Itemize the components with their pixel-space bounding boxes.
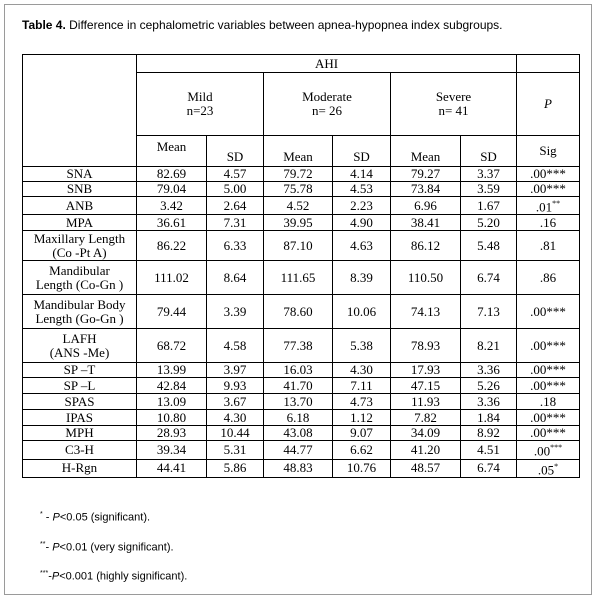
sd-value-cell: 6.74 — [461, 261, 517, 295]
variable-name-line: SNA — [66, 166, 93, 181]
sig-stars: *** — [546, 409, 566, 425]
p-header-top — [517, 55, 580, 73]
sd-value-cell: 4.57 — [207, 167, 264, 182]
sd-value-cell: 3.36 — [461, 394, 517, 410]
group-name: Severe — [435, 89, 472, 104]
sd-value-cell: 4.14 — [333, 167, 391, 182]
variable-header-cell — [23, 55, 137, 167]
sd-value-cell: 8.92 — [461, 426, 517, 441]
mean-value-cell: 87.10 — [264, 231, 333, 261]
table-row — [23, 261, 580, 295]
sd-value-cell: 5.48 — [461, 231, 517, 261]
sd-value-cell: 4.73 — [333, 394, 391, 410]
mean-value-cell: 13.70 — [264, 394, 333, 410]
sig-value: .00 — [530, 377, 547, 393]
sd-value-cell: 3.37 — [461, 167, 517, 182]
sd-value-cell: 3.36 — [461, 363, 517, 378]
cephalometric-table — [22, 54, 580, 478]
variable-name-cell — [23, 215, 137, 231]
sig-stars: ** — [552, 199, 561, 208]
sig-value: .81 — [539, 237, 557, 253]
sd-value-cell: 1.84 — [461, 410, 517, 426]
variable-name-cell — [23, 459, 137, 477]
sd-value-cell: 1.67 — [461, 197, 517, 215]
table-row — [23, 231, 580, 261]
group-n: n=23 — [186, 103, 214, 118]
sig-stars: *** — [550, 443, 563, 453]
sd-value-cell: 3.59 — [461, 182, 517, 197]
sig-value: .05 — [537, 461, 555, 477]
mean-value-cell: 79.44 — [137, 295, 207, 329]
variable-name-line: H-Rgn — [61, 460, 98, 476]
mean-value-cell: 86.22 — [137, 231, 207, 261]
mean-value-cell: 111.02 — [137, 261, 207, 295]
sig-stars: *** — [546, 362, 566, 378]
sd-header: SD — [333, 136, 391, 167]
table-row — [23, 378, 580, 394]
footnote-mark: *** — [40, 570, 49, 577]
sig-value: .00 — [530, 303, 547, 319]
sd-value-cell: 1.12 — [333, 410, 391, 426]
variable-name-line: Mandibular Body — [33, 296, 126, 312]
sig-stars: *** — [546, 425, 566, 441]
sig-value-cell — [517, 261, 580, 295]
variable-name-cell — [23, 167, 137, 182]
sd-value-cell: 3.39 — [207, 295, 264, 329]
table-row — [23, 182, 580, 197]
footnote — [40, 541, 174, 554]
variable-name-line: SPAS — [64, 393, 95, 409]
table-caption — [22, 18, 503, 32]
sd-value-cell: 9.93 — [207, 378, 264, 394]
sig-value: .00 — [533, 443, 551, 459]
sd-value-cell: 6.33 — [207, 231, 264, 261]
footnote-text: <0.01 (very significant). — [59, 541, 174, 554]
sig-stars: *** — [546, 337, 566, 353]
table-number: Table 4. — [22, 18, 66, 32]
sig-value: .01 — [535, 199, 553, 215]
variable-name-line: (Co -Pt A) — [52, 244, 107, 260]
variable-name-cell — [23, 441, 137, 459]
sig-value-cell — [517, 410, 580, 426]
mean-value-cell: 73.84 — [391, 182, 461, 197]
footnote — [40, 570, 187, 583]
variable-name-line: LAFH — [62, 330, 97, 346]
variable-name-cell — [23, 394, 137, 410]
group-header-severe — [391, 73, 517, 136]
sd-value-cell: 6.62 — [333, 441, 391, 459]
mean-value-cell: 82.69 — [137, 167, 207, 182]
mean-value-cell: 74.13 — [391, 295, 461, 329]
group-header-moderate — [264, 73, 391, 136]
variable-name-line: MPA — [66, 214, 93, 230]
mean-value-cell: 41.20 — [391, 441, 461, 459]
mean-value-cell: 7.82 — [391, 410, 461, 426]
sd-value-cell: 9.07 — [333, 426, 391, 441]
mean-value-cell: 44.77 — [264, 441, 333, 459]
mean-header: Mean — [391, 136, 461, 167]
sd-value-cell: 10.06 — [333, 295, 391, 329]
table-row — [23, 295, 580, 329]
caption-text: Difference in cephalometric variables between apnea-hypopnea index subgroups. — [65, 18, 503, 32]
sig-value-cell — [517, 295, 580, 329]
mean-value-cell: 48.83 — [264, 459, 333, 477]
group-name: Moderate — [302, 89, 352, 104]
sig-stars: *** — [546, 181, 566, 196]
sd-value-cell: 2.64 — [207, 197, 264, 215]
mean-value-cell: 39.34 — [137, 441, 207, 459]
mean-value-cell: 43.08 — [264, 426, 333, 441]
sig-value-cell — [517, 363, 580, 378]
sd-value-cell: 10.44 — [207, 426, 264, 441]
mean-value-cell: 28.93 — [137, 426, 207, 441]
mean-value-cell: 13.99 — [137, 363, 207, 378]
sd-value-cell: 8.39 — [333, 261, 391, 295]
mean-value-cell: 77.38 — [264, 329, 333, 363]
mean-value-cell: 36.61 — [137, 215, 207, 231]
mean-value-cell: 111.65 — [264, 261, 333, 295]
mean-value-cell: 79.27 — [391, 167, 461, 182]
mean-value-cell: 48.57 — [391, 459, 461, 477]
variable-name-line: C3-H — [65, 441, 94, 457]
table-row — [23, 363, 580, 378]
mean-value-cell: 3.42 — [137, 197, 207, 215]
table-row — [23, 426, 580, 441]
mean-value-cell: 10.80 — [137, 410, 207, 426]
group-n: n= 26 — [311, 103, 343, 118]
mean-value-cell: 44.41 — [137, 459, 207, 477]
sig-value-cell — [517, 329, 580, 363]
sig-stars: *** — [546, 377, 566, 393]
sd-value-cell: 5.26 — [461, 378, 517, 394]
sig-value: .00 — [530, 362, 547, 378]
footnote-mark: ** — [40, 541, 46, 548]
variable-name-cell — [23, 231, 137, 261]
sig-stars: * — [554, 461, 559, 471]
footnote-p: P — [52, 511, 60, 524]
sig-stars: *** — [546, 166, 566, 181]
mean-value-cell: 39.95 — [264, 215, 333, 231]
sd-value-cell: 5.20 — [461, 215, 517, 231]
sig-value: .00 — [530, 409, 547, 425]
sd-value-cell: 5.00 — [207, 182, 264, 197]
mean-value-cell: 11.93 — [391, 394, 461, 410]
sig-stars: *** — [546, 303, 566, 319]
group-n: n= 41 — [438, 103, 469, 118]
sd-value-cell: 5.86 — [207, 459, 264, 477]
footnote-sep: - — [45, 541, 53, 554]
sig-value-cell — [517, 231, 580, 261]
mean-value-cell: 6.18 — [264, 410, 333, 426]
variable-name-line: Length (Co-Gn ) — [35, 276, 124, 292]
mean-value-cell: 6.96 — [391, 197, 461, 215]
table-row — [23, 410, 580, 426]
ahi-header: AHI — [137, 55, 517, 73]
sig-value-cell — [517, 426, 580, 441]
sd-value-cell: 5.38 — [333, 329, 391, 363]
sig-value-cell — [517, 378, 580, 394]
sig-value-cell — [517, 459, 580, 477]
sd-value-cell: 6.74 — [461, 459, 517, 477]
sd-value-cell: 8.64 — [207, 261, 264, 295]
footnote-text: <0.001 (highly significant). — [59, 570, 188, 583]
footnote — [40, 511, 150, 524]
table-row — [23, 215, 580, 231]
variable-name-cell — [23, 410, 137, 426]
mean-value-cell: 4.52 — [264, 197, 333, 215]
sd-value-cell: 7.11 — [333, 378, 391, 394]
table-row — [23, 197, 580, 215]
sig-value: .18 — [539, 393, 557, 409]
variable-name-cell — [23, 329, 137, 363]
variable-name-cell — [23, 261, 137, 295]
variable-name-cell — [23, 426, 137, 441]
table-row — [23, 441, 580, 459]
sd-value-cell: 10.76 — [333, 459, 391, 477]
table-row — [23, 167, 580, 182]
variable-name-line: ANB — [65, 197, 94, 213]
variable-name-line: SNB — [66, 181, 93, 196]
mean-value-cell: 17.93 — [391, 363, 461, 378]
footnote-sep: - — [42, 511, 53, 524]
table-row — [23, 459, 580, 477]
sd-value-cell: 8.21 — [461, 329, 517, 363]
mean-value-cell: 16.03 — [264, 363, 333, 378]
mean-header: Mean — [264, 136, 333, 167]
variable-name-line: SP –T — [63, 362, 96, 378]
sig-value-cell — [517, 215, 580, 231]
sd-value-cell: 4.30 — [207, 410, 264, 426]
sd-value-cell: 4.58 — [207, 329, 264, 363]
footnote-p: P — [52, 541, 60, 554]
mean-value-cell: 34.09 — [391, 426, 461, 441]
sig-value-cell — [517, 394, 580, 410]
variable-name-line: (ANS -Me) — [49, 344, 110, 360]
footnote-sep: - — [48, 570, 52, 583]
sig-value: .86 — [539, 269, 557, 285]
sd-value-cell: 3.67 — [207, 394, 264, 410]
mean-value-cell: 13.09 — [137, 394, 207, 410]
sig-value: .00 — [530, 425, 547, 441]
mean-value-cell: 47.15 — [391, 378, 461, 394]
sd-value-cell: 4.30 — [333, 363, 391, 378]
mean-value-cell: 38.41 — [391, 215, 461, 231]
mean-header: Mean — [137, 136, 207, 167]
variable-name-line: MPH — [65, 425, 94, 441]
sig-value-cell — [517, 197, 580, 215]
sd-header: SD — [207, 136, 264, 167]
variable-name-line: Mandibular — [49, 262, 110, 278]
variable-name-line: SP –L — [63, 377, 96, 393]
mean-value-cell: 75.78 — [264, 182, 333, 197]
sig-value: .00 — [530, 166, 547, 181]
sd-value-cell: 4.63 — [333, 231, 391, 261]
footnote-text: <0.05 (significant). — [59, 511, 151, 524]
group-name: Mild — [187, 89, 213, 104]
variable-name-cell — [23, 182, 137, 197]
sd-value-cell: 7.13 — [461, 295, 517, 329]
mean-value-cell: 78.60 — [264, 295, 333, 329]
sd-header: SD — [461, 136, 517, 167]
variable-name-line: IPAS — [66, 409, 93, 425]
mean-value-cell: 86.12 — [391, 231, 461, 261]
sd-value-cell: 7.31 — [207, 215, 264, 231]
sd-value-cell: 4.53 — [333, 182, 391, 197]
sd-value-cell: 5.31 — [207, 441, 264, 459]
mean-value-cell: 68.72 — [137, 329, 207, 363]
sd-value-cell: 3.97 — [207, 363, 264, 378]
table-row — [23, 394, 580, 410]
footnote-mark: * — [40, 511, 43, 518]
mean-value-cell: 79.72 — [264, 167, 333, 182]
sig-header: Sig — [517, 136, 580, 167]
footnote-p: P — [51, 570, 60, 583]
sig-value-cell — [517, 441, 580, 459]
sd-value-cell: 2.23 — [333, 197, 391, 215]
mean-value-cell: 79.04 — [137, 182, 207, 197]
variable-name-cell — [23, 197, 137, 215]
table-row — [23, 329, 580, 363]
p-header: P — [517, 73, 580, 136]
variable-name-cell — [23, 295, 137, 329]
variable-name-line: Maxillary Length — [33, 230, 126, 246]
group-header-mild — [137, 73, 264, 136]
sd-value-cell: 4.90 — [333, 215, 391, 231]
mean-value-cell: 42.84 — [137, 378, 207, 394]
sig-value-cell — [517, 167, 580, 182]
sig-value: .00 — [530, 181, 547, 196]
mean-value-cell: 110.50 — [391, 261, 461, 295]
variable-name-cell — [23, 363, 137, 378]
mean-value-cell: 41.70 — [264, 378, 333, 394]
sd-value-cell: 4.51 — [461, 441, 517, 459]
mean-value-cell: 78.93 — [391, 329, 461, 363]
variable-name-line: Length (Go-Gn ) — [35, 310, 124, 326]
variable-name-cell — [23, 378, 137, 394]
sig-value-cell — [517, 182, 580, 197]
sig-value: .00 — [530, 337, 547, 353]
sig-value: .16 — [539, 214, 557, 230]
